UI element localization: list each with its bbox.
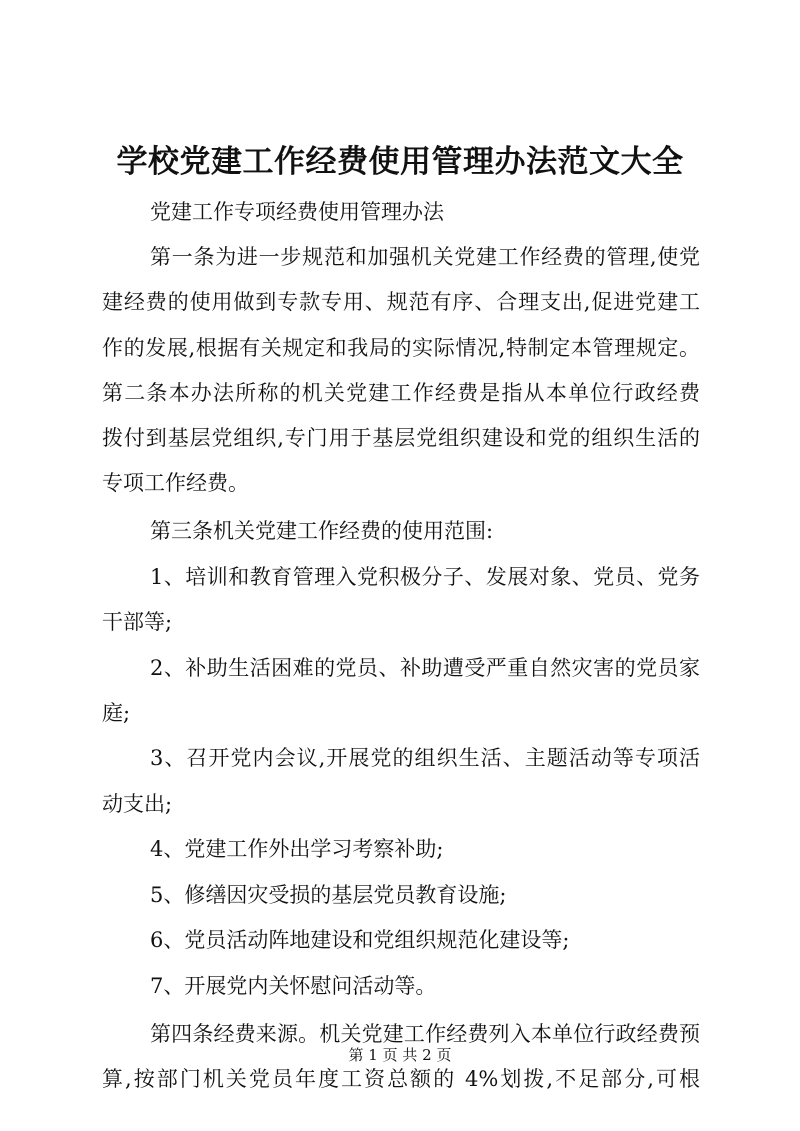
paragraph-line: 5、修缮因灾受损的基层党员教育设施;	[150, 883, 507, 907]
paragraph-line: 2、补助生活困难的党员、补助遭受严重自然灾害的党员家	[150, 656, 700, 680]
paragraph-line: 6、党员活动阵地建设和党组织规范化建设等;	[150, 928, 570, 952]
document-subtitle: 党建工作专项经费使用管理办法	[150, 200, 444, 224]
paragraph-line: 7、开展党内关怀慰问活动等。	[150, 974, 437, 998]
paragraph-line: 第四条经费来源。机关党建工作经费列入本单位行政经费预	[150, 1022, 700, 1046]
paragraph-line: 第二条本办法所称的机关党建工作经费是指从本单位行政经费	[102, 381, 700, 405]
paragraph-line: 建经费的使用做到专款专用、规范有序、合理支出,促进党建工	[102, 290, 700, 314]
paragraph-line: 动支出;	[102, 792, 173, 816]
document-title: 学校党建工作经费使用管理办法范文大全	[116, 144, 684, 180]
paragraph-line: 算,按部门机关党员年度工资总额的 4%划拨,不足部分,可根	[102, 1067, 700, 1091]
paragraph-line: 第一条为进一步规范和加强机关党建工作经费的管理,使党	[150, 245, 700, 269]
paragraph-line: 专项工作经费。	[102, 471, 249, 495]
paragraph-line: 庭;	[102, 701, 131, 725]
paragraph-line: 4、党建工作外出学习考察补助;	[150, 837, 444, 861]
paragraph-line: 1、培训和教育管理入党积极分子、发展对象、党员、党务	[150, 565, 700, 589]
paragraph-line: 第三条机关党建工作经费的使用范围:	[150, 519, 494, 543]
page-number-footer: 第 1 页 共 2 页	[348, 1046, 452, 1064]
paragraph-line: 干部等;	[102, 610, 173, 634]
paragraph-line: 3、召开党内会议,开展党的组织生活、主题活动等专项活	[150, 746, 700, 770]
paragraph-line: 拨付到基层党组织,专门用于基层党组织建设和党的组织生活的	[102, 426, 700, 450]
paragraph-line: 作的发展,根据有关规定和我局的实际情况,特制定本管理规定。	[102, 336, 700, 360]
